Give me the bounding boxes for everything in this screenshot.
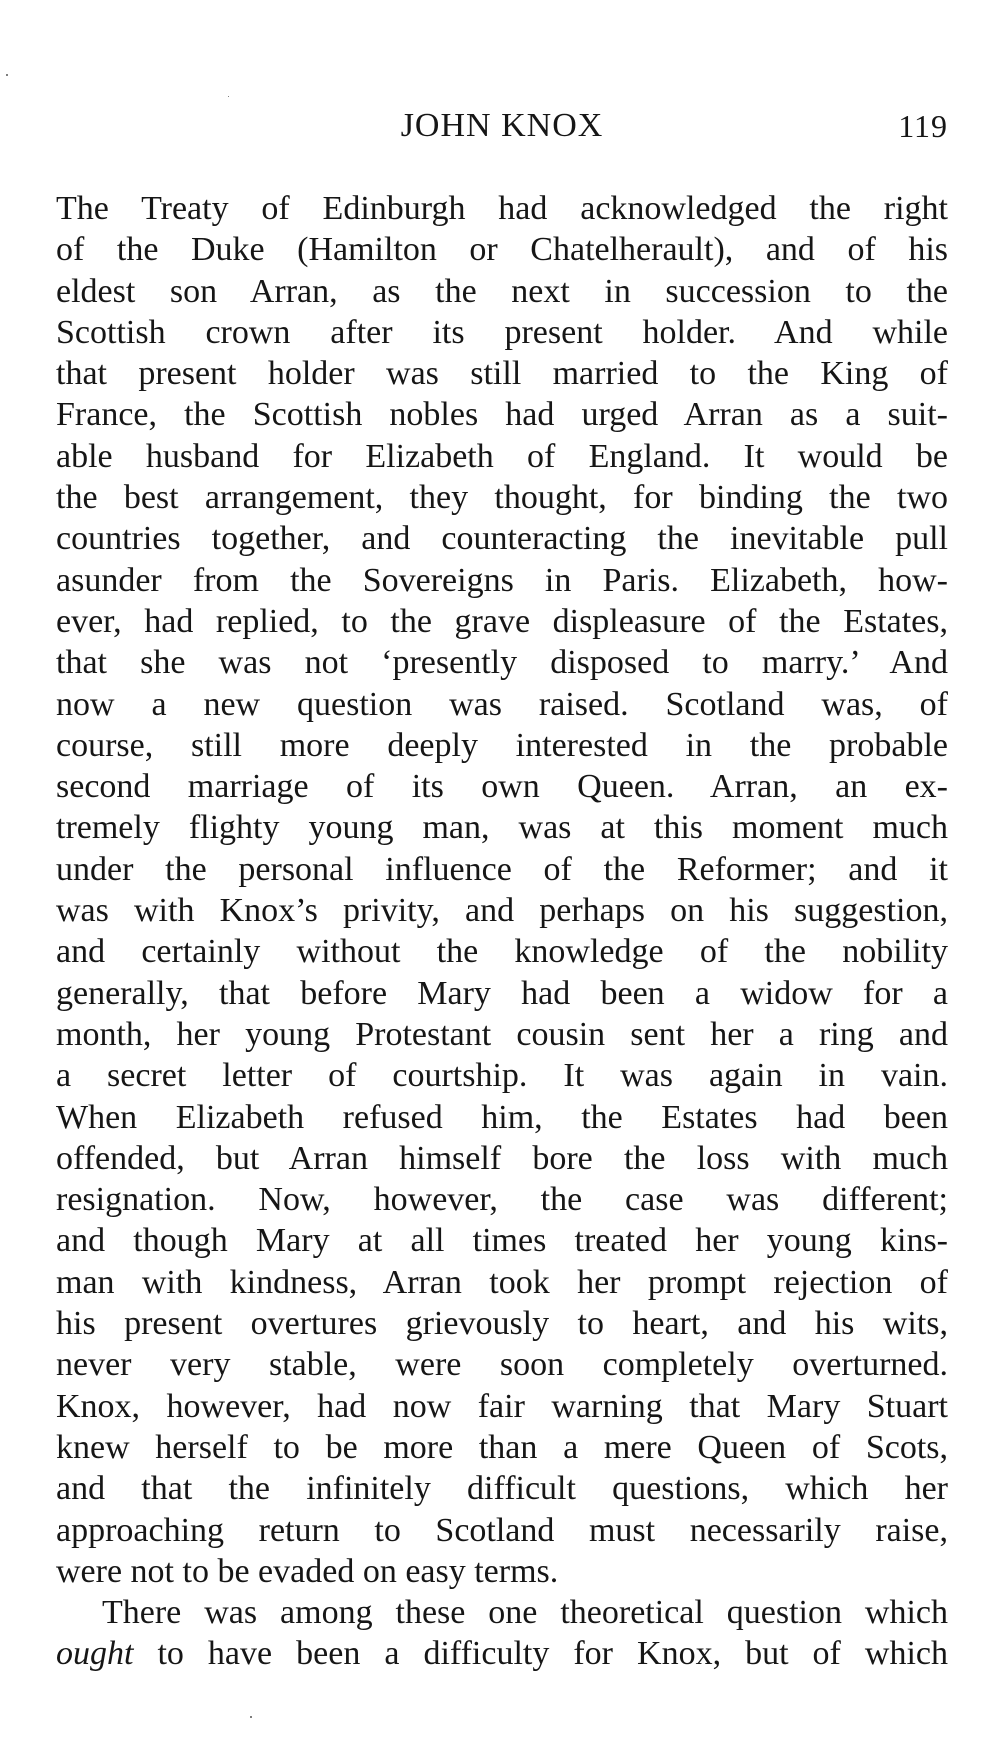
text-line: There was among these one theoretical question which (102, 1594, 948, 1632)
text-line: and though Mary at all times treated her young kins- (56, 1222, 948, 1260)
text-line: the best arrangement, they thought, for binding the two (56, 479, 948, 517)
text-line: never very stable, were soon completely overturned. (56, 1346, 948, 1384)
text-line: Scottish crown after its present holder. And while (56, 313, 948, 351)
text-line: that she was not ‘presently disposed to marry.’ And (56, 644, 948, 682)
text-line: second marriage of its own Queen. Arran, an ex- (56, 768, 948, 806)
text-line: able husband for Elizabeth of England. It would be (56, 437, 948, 475)
text-line: was with Knox’s privity, and perhaps on his suggestion, (56, 892, 948, 930)
text-line: course, still more deeply interested in the probable (56, 726, 948, 764)
text-line: approaching return to Scotland must necessarily raise, (56, 1511, 948, 1549)
running-head: JOHN KNOX (400, 107, 604, 144)
text-line: ever, had replied, to the grave displeasure of the Estates, (56, 602, 948, 640)
text-line: a secret letter of courtship. It was again in vain. (56, 1057, 948, 1095)
page-header (56, 104, 948, 148)
text-line: were not to be evaded on easy terms. (56, 1552, 559, 1590)
text-line: Knox, however, had now fair warning that Mary Stuart (56, 1387, 948, 1425)
text-line: tremely flighty young man, was at this moment much (56, 809, 948, 847)
text-line: and that the infinitely difficult questions, which her (56, 1470, 948, 1508)
text-line: France, the Scottish nobles had urged Arran as a suit- (56, 396, 948, 434)
emphasized-word: ought (56, 1635, 134, 1673)
text-line: his present overtures grievously to heart, and his wits, (56, 1305, 948, 1343)
paragraph-2 (56, 1592, 948, 1675)
text-line: under the personal influence of the Reformer; and it (56, 850, 948, 888)
text-line: knew herself to be more than a mere Queen of Scots, (56, 1428, 948, 1466)
text-line: man with kindness, Arran took her prompt rejection of (56, 1263, 948, 1301)
text-line: The Treaty of Edinburgh had acknowledged the right (56, 190, 948, 227)
print-speck (6, 74, 8, 76)
text-line: now a new question was raised. Scotland was, of (56, 685, 948, 723)
text-line: offended, but Arran himself bore the loss with much (56, 1139, 948, 1177)
text-line: of the Duke (Hamilton or Chatelherault), and of his (56, 231, 948, 269)
text-line: generally, that before Mary had been a widow for a (56, 974, 948, 1012)
print-speck (228, 96, 229, 97)
page-number: 119 (898, 108, 948, 144)
body-text (56, 188, 948, 1675)
text-line: and certainly without the knowledge of the nobility (56, 933, 948, 971)
paragraph-1 (56, 188, 948, 1592)
text-line (56, 1633, 948, 1674)
text-line: asunder from the Sovereigns in Paris. Elizabeth, how- (56, 561, 948, 599)
text-line: When Elizabeth refused him, the Estates had been (56, 1098, 948, 1136)
text-line: countries together, and counteracting the inevitable pull (56, 520, 948, 558)
text-line-rest: to have been a difficulty for Knox, but of which (133, 1635, 948, 1673)
text-line: eldest son Arran, as the next in succession to the (56, 272, 948, 310)
text-line: resignation. Now, however, the case was different; (56, 1181, 948, 1219)
print-speck (250, 1716, 252, 1718)
text-line: month, her young Protestant cousin sent her a ring and (56, 1015, 948, 1053)
text-line: that present holder was still married to the King of (56, 355, 948, 393)
